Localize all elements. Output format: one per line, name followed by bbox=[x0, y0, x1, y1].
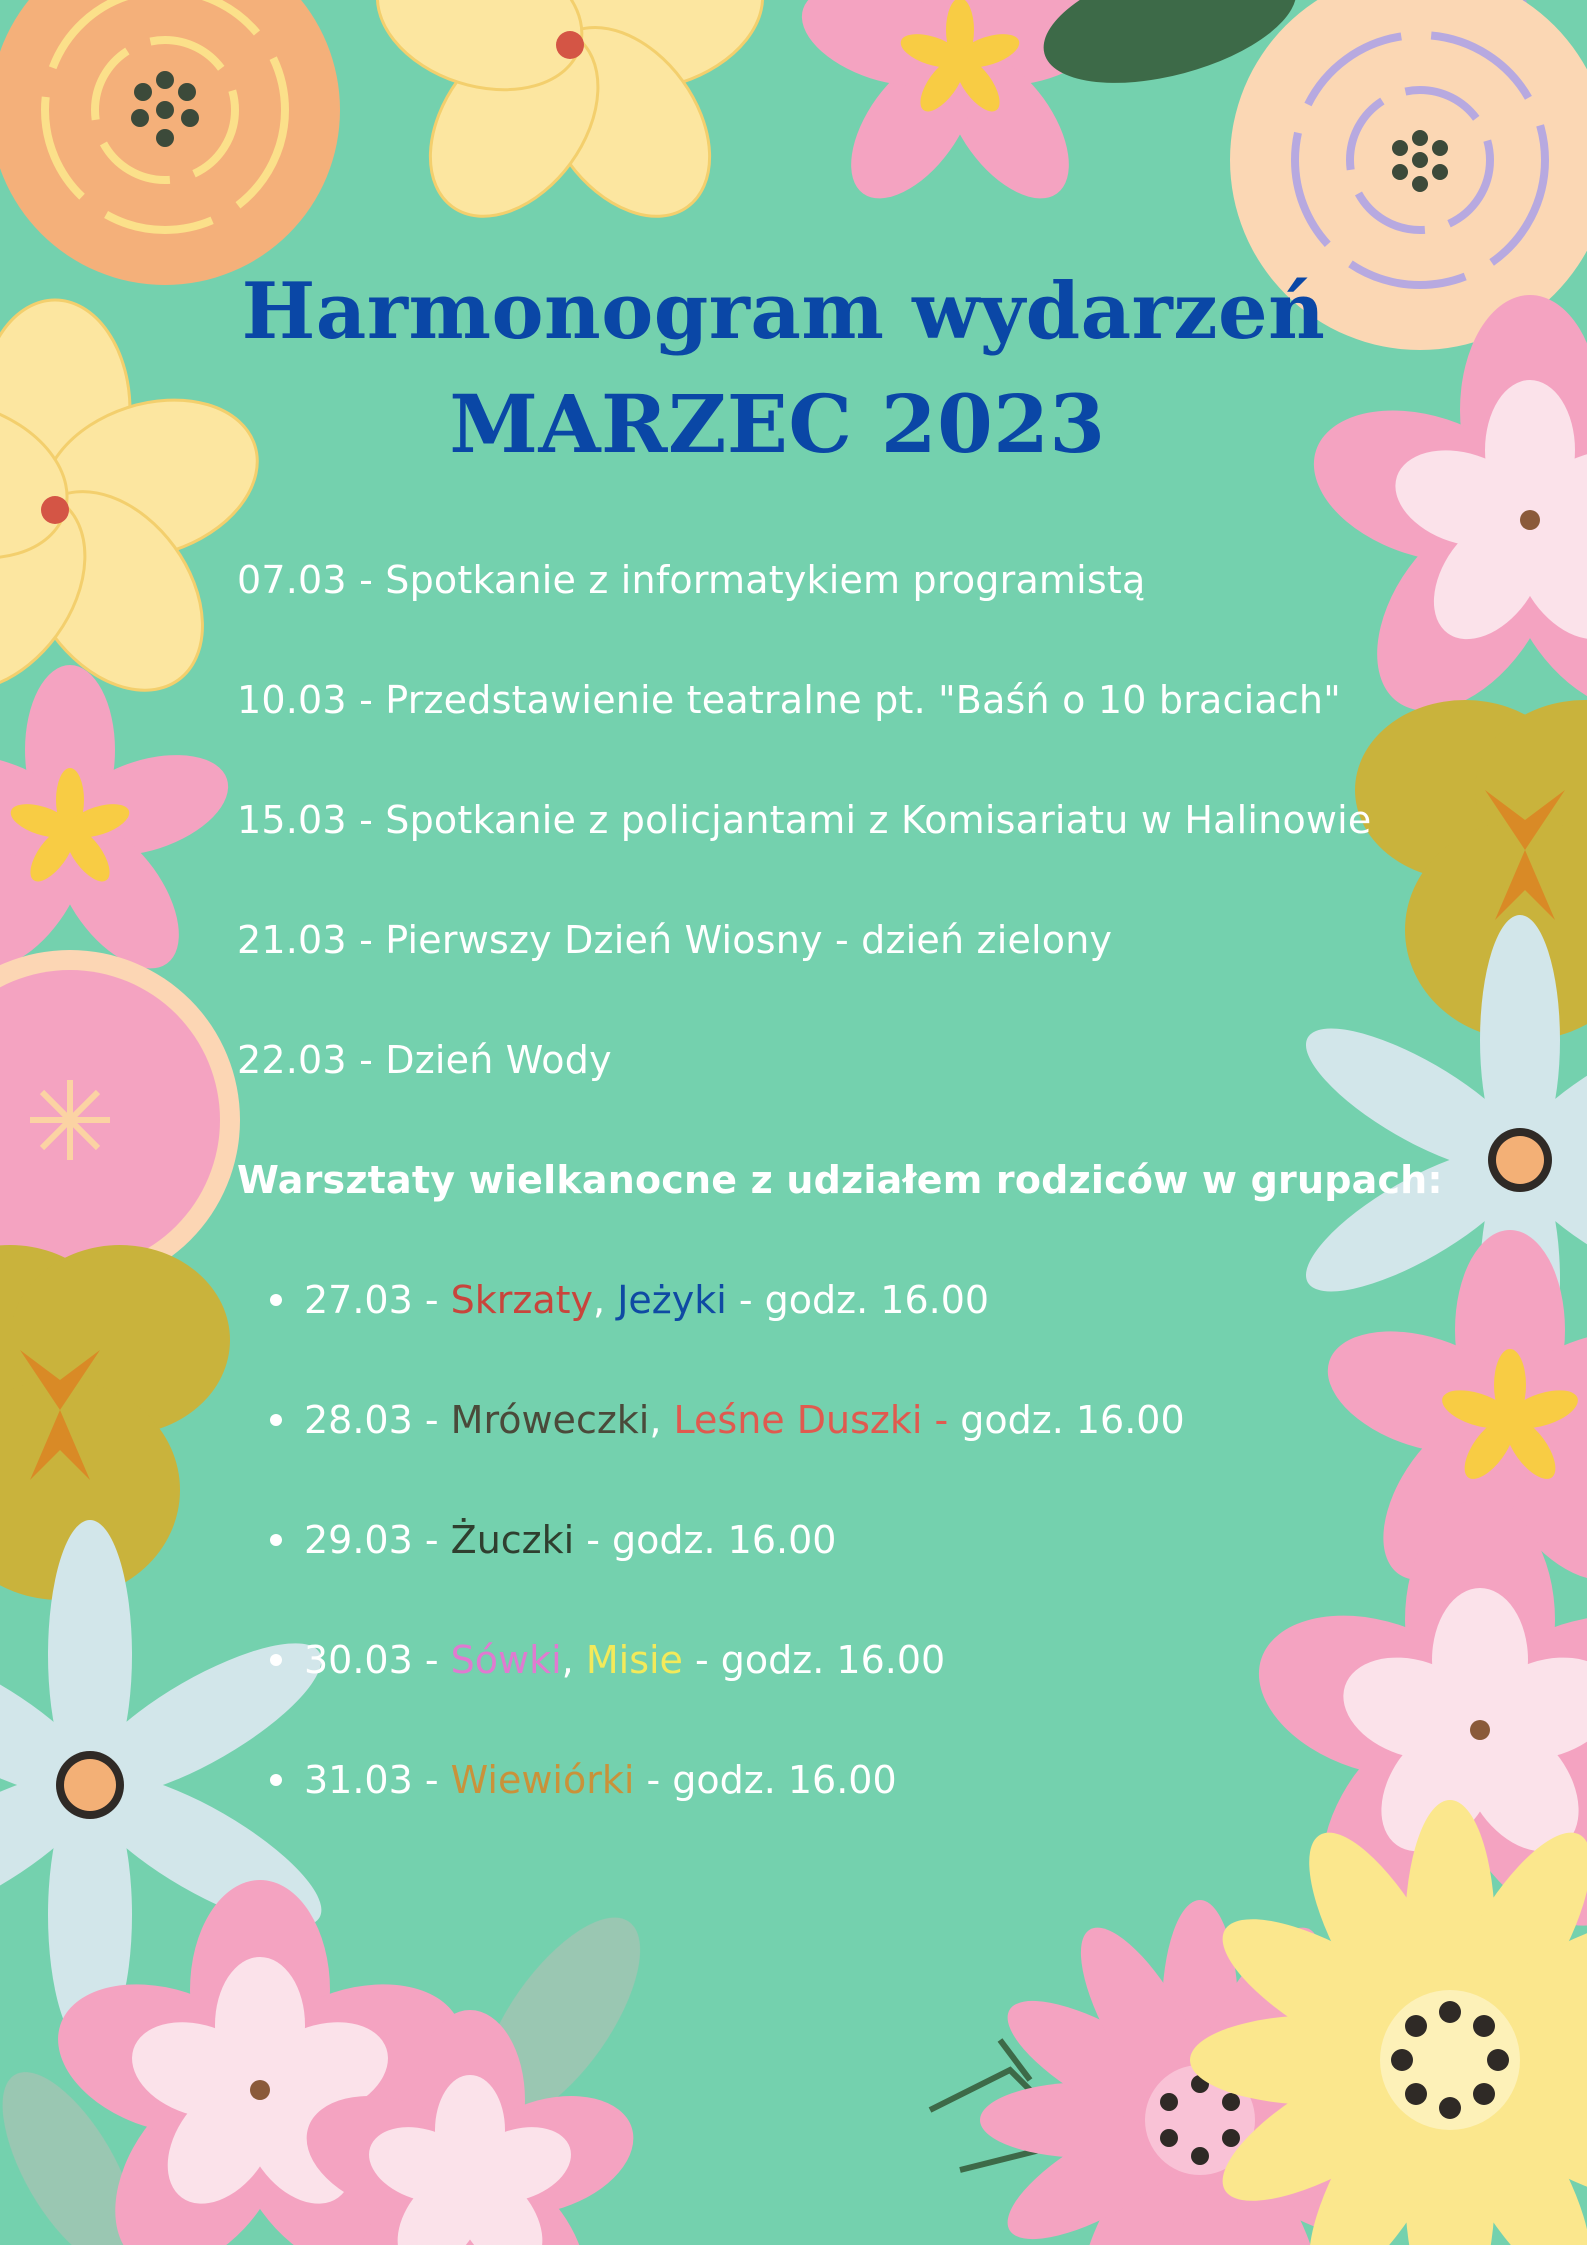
workshop-time: godz. 16.00 bbox=[960, 1398, 1185, 1442]
workshop-date: 27.03 - bbox=[304, 1278, 451, 1322]
event-item: 15.03 - Spotkanie z policjantami z Komisariatu w Halinowie bbox=[237, 798, 1372, 842]
workshop-item bbox=[270, 1395, 1185, 1445]
bullet-dot bbox=[270, 1534, 282, 1546]
group-name: Żuczki bbox=[450, 1518, 575, 1562]
group-name: Mróweczki bbox=[450, 1398, 650, 1442]
workshop-date: 31.03 - bbox=[304, 1758, 451, 1802]
group-separator: , bbox=[561, 1638, 586, 1682]
workshop-item bbox=[270, 1515, 836, 1565]
workshop-item bbox=[270, 1275, 989, 1325]
group-separator: , bbox=[649, 1398, 674, 1442]
workshop-date: 29.03 - bbox=[304, 1518, 451, 1562]
event-item: 21.03 - Pierwszy Dzień Wiosny - dzień zielony bbox=[237, 918, 1113, 962]
bullet-dot bbox=[270, 1294, 282, 1306]
group-name: Wiewiórki bbox=[450, 1758, 635, 1802]
bullet-dot bbox=[270, 1414, 282, 1426]
workshops-heading: Warsztaty wielkanocne z udziałem rodziców w grupach: bbox=[237, 1158, 1443, 1202]
workshop-time: - godz. 16.00 bbox=[682, 1638, 946, 1682]
workshop-date: 28.03 - bbox=[304, 1398, 451, 1442]
workshop-time: - godz. 16.00 bbox=[726, 1278, 990, 1322]
workshop-item bbox=[270, 1755, 897, 1805]
group-separator: , bbox=[593, 1278, 618, 1322]
group-name: Jeżyki bbox=[617, 1278, 727, 1322]
page-subtitle-month: MARZEC 2023 bbox=[449, 377, 1106, 471]
group-name: Sówki bbox=[450, 1638, 562, 1682]
workshop-date: 30.03 - bbox=[304, 1638, 451, 1682]
bullet-dot bbox=[270, 1654, 282, 1666]
group-name: Misie bbox=[585, 1638, 683, 1682]
workshop-item bbox=[270, 1635, 945, 1685]
event-item: 22.03 - Dzień Wody bbox=[237, 1038, 612, 1082]
event-item: 07.03 - Spotkanie z informatykiem programistą bbox=[237, 558, 1146, 602]
page-title: Harmonogram wydarzeń bbox=[241, 266, 1326, 357]
event-item: 10.03 - Przedstawienie teatralne pt. "Baśń o 10 braciach" bbox=[237, 678, 1341, 722]
bullet-dot bbox=[270, 1774, 282, 1786]
group-name: Skrzaty bbox=[450, 1278, 594, 1322]
group-name: Leśne Duszki - bbox=[673, 1398, 961, 1442]
workshop-time: - godz. 16.00 bbox=[634, 1758, 897, 1802]
workshop-time: - godz. 16.00 bbox=[574, 1518, 837, 1562]
